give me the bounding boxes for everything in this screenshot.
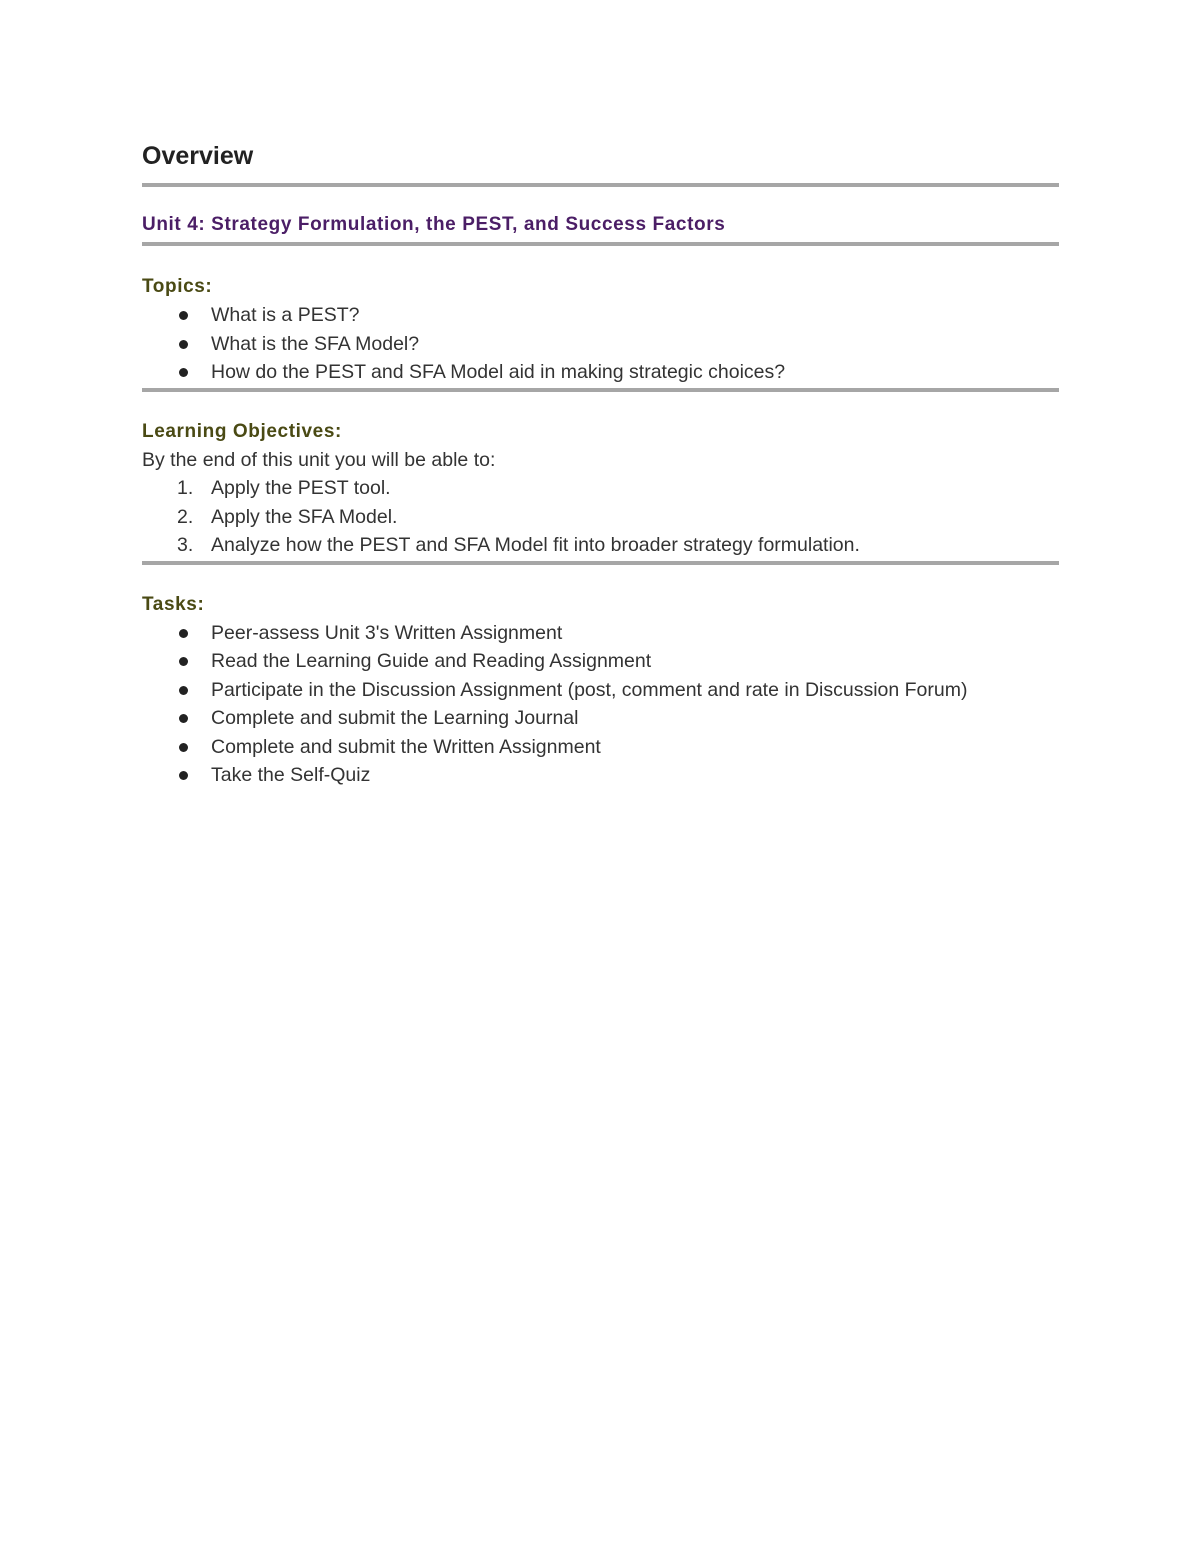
unit-title: Unit 4: Strategy Formulation, the PEST, and Success Factors — [142, 214, 726, 235]
topics-list — [142, 301, 1059, 387]
bullet-icon — [179, 686, 188, 695]
bullet-icon — [179, 340, 188, 349]
task-text: Participate in the Discussion Assignment (post, comment and rate in Discussion Forum) — [211, 678, 968, 701]
objective-number: 1. — [177, 477, 194, 499]
objective-item — [142, 531, 1059, 560]
topic-text: What is the SFA Model? — [211, 332, 420, 355]
task-item — [142, 676, 1059, 705]
topic-text: How do the PEST and SFA Model aid in making strategic choices? — [211, 361, 786, 383]
task-text: Complete and submit the Learning Journal — [211, 707, 579, 729]
task-text: Take the Self-Quiz — [211, 764, 371, 786]
bullet-icon — [179, 714, 188, 723]
bullet-icon — [179, 657, 188, 666]
objectives-list — [142, 474, 1059, 560]
page-title: Overview — [142, 142, 254, 170]
topic-item — [142, 330, 1059, 359]
objectives-intro: By the end of this unit you will be able to: — [142, 448, 496, 471]
bullet-icon — [179, 311, 188, 320]
bullet-icon — [179, 368, 188, 377]
objective-item — [142, 503, 1059, 532]
objective-text: Apply the SFA Model. — [211, 505, 398, 528]
objective-number: 2. — [177, 505, 194, 528]
topic-item — [142, 301, 1059, 330]
objective-text: Analyze how the PEST and SFA Model fit into broader strategy formulation. — [211, 534, 860, 556]
title-divider — [142, 183, 1059, 187]
objectives-divider — [142, 561, 1059, 565]
tasks-heading: Tasks: — [142, 593, 205, 615]
topic-item — [142, 358, 1059, 387]
objectives-section — [142, 418, 1059, 565]
topic-text: What is a PEST? — [211, 304, 360, 326]
task-text: Complete and submit the Written Assignment — [211, 735, 601, 758]
topics-heading: Topics: — [142, 276, 213, 297]
task-item — [142, 733, 1059, 762]
objective-item — [142, 474, 1059, 503]
bullet-icon — [179, 629, 188, 638]
document-page — [142, 138, 1059, 790]
task-item — [142, 619, 1059, 648]
topics-section — [142, 273, 1059, 392]
unit-divider — [142, 242, 1059, 246]
task-item — [142, 761, 1059, 790]
objective-number: 3. — [177, 534, 194, 556]
bullet-icon — [179, 743, 188, 752]
objective-text: Apply the PEST tool. — [211, 477, 391, 499]
task-item — [142, 647, 1059, 676]
task-item — [142, 704, 1059, 733]
topics-divider — [142, 388, 1059, 392]
objectives-heading: Learning Objectives: — [142, 420, 342, 442]
task-text: Peer-assess Unit 3's Written Assignment — [211, 621, 563, 644]
bullet-icon — [179, 771, 188, 780]
tasks-section — [142, 591, 1059, 790]
task-text: Read the Learning Guide and Reading Assignment — [211, 650, 652, 672]
tasks-list — [142, 619, 1059, 790]
